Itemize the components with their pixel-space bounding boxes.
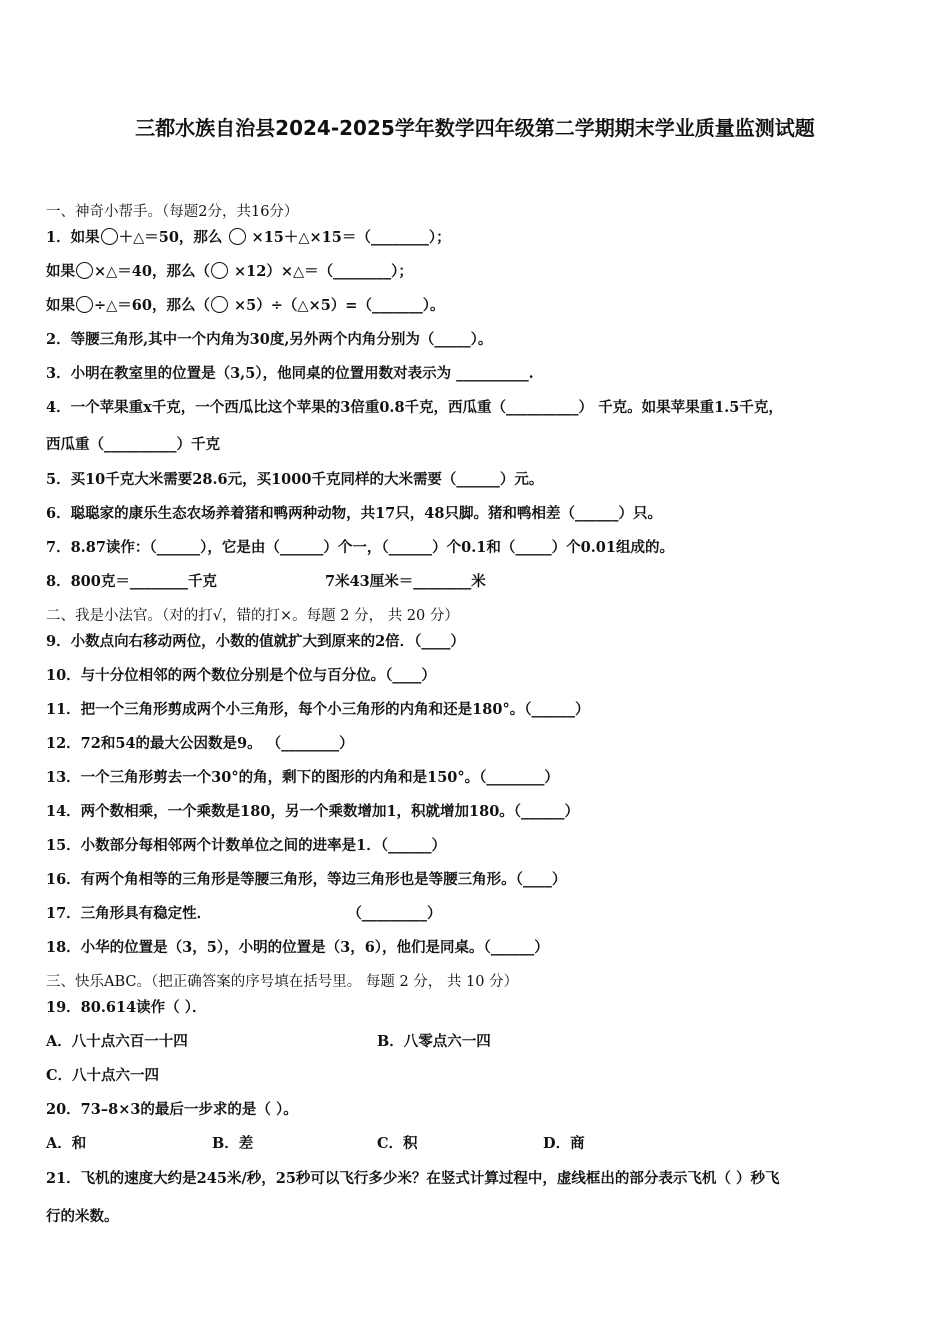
question-1c [46, 296, 444, 316]
question-14: 14．两个数相乘，一个乘数是180，另一个乘数增加1，积就增加180。（______） [46, 803, 580, 820]
question-19-option-a: A．八十点六百一十四 [46, 1033, 188, 1050]
question-3: 3．小明在教室里的位置是（3,5），他同桌的位置用数对表示为 __________. [46, 365, 534, 382]
question-1a-part2: ＋△＝50，那么 [118, 229, 223, 246]
section-2-heading: 二、我是小法官。（对的打√，错的打×。每题 2 分， 共 20 分） [46, 608, 459, 624]
question-17-part2: （_________） [347, 905, 442, 922]
question-11: 11．把一个三角形剪成两个小三角形，每个小三角形的内角和还是180°。（______） [46, 701, 590, 718]
question-20-option-d: D．商 [543, 1135, 585, 1152]
question-20-option-a: A．和 [46, 1135, 87, 1152]
circle-icon [211, 296, 228, 313]
question-21-line2: 行的米数。 [46, 1208, 119, 1225]
question-19-option-b: B．八零点六一四 [377, 1033, 491, 1050]
question-10: 10．与十分位相邻的两个数位分别是个位与百分位。（____） [46, 667, 436, 684]
question-1a-part3: ×15＋△×15＝（________）； [246, 229, 451, 246]
circle-icon [76, 262, 93, 279]
question-8-part2: 7米43厘米＝________米 [324, 573, 486, 590]
question-1c-part2: ÷△＝60，那么（ [94, 297, 210, 314]
question-6: 6．聪聪家的康乐生态农场养着猪和鸭两种动物，共17只，48只脚。猪和鸭相差（______）只。 [46, 505, 662, 522]
question-21-line1: 21．飞机的速度大约是245米/秒，25秒可以飞行多少米？在竖式计算过程中，虚线框出的部分表示飞机（ ）秒飞 [46, 1170, 780, 1187]
question-20-option-c: C．积 [377, 1135, 418, 1152]
page-title: 三都水族自治县2024-2025学年数学四年级第二学期期末学业质量监测试题 [135, 116, 815, 140]
question-4-line2: 西瓜重（__________）千克 [46, 436, 220, 453]
question-9: 9．小数点向右移动两位，小数的值就扩大到原来的2倍．（____） [46, 633, 465, 650]
question-1a-part1: 1．如果 [46, 229, 100, 246]
question-1b-part2: ×△＝40，那么（ [94, 263, 210, 280]
circle-icon [101, 228, 118, 245]
question-13: 13．一个三角形剪去一个30°的角，剩下的图形的内角和是150°。（________） [46, 769, 559, 786]
question-20-option-b: B．差 [212, 1135, 254, 1152]
question-1b-part3: ×12）×△＝（________）； [228, 263, 413, 280]
question-4-line1: 4．一个苹果重x千克，一个西瓜比这个苹果的3倍重0.8千克，西瓜重（__________） 千克。如果苹果重1.5千克， [46, 399, 783, 416]
question-19-option-c: C．八十点六一四 [46, 1067, 160, 1084]
question-1a [46, 228, 451, 248]
question-1c-part3: ×5）÷（△×5）=（_______）。 [228, 297, 445, 314]
circle-icon [76, 296, 93, 313]
question-20: 20．73–8×3的最后一步求的是（ ）。 [46, 1101, 298, 1118]
question-1c-part1: 如果 [46, 297, 75, 314]
question-17-part1: 17．三角形具有稳定性． [46, 905, 212, 922]
question-19: 19．80.614读作（ ）． [46, 999, 207, 1016]
question-8 [46, 572, 486, 592]
section-1-heading: 一、神奇小帮手。（每题2分，共16分） [46, 204, 299, 220]
question-16: 16．有两个角相等的三角形是等腰三角形，等边三角形也是等腰三角形。（____） [46, 871, 567, 888]
question-7: 7．8.87读作：（______），它是由（______）个一，（______）个0.1和（_____）个0.01组成的。 [46, 539, 674, 556]
question-12: 12．72和54的最大公因数是9。 （________） [46, 735, 354, 752]
question-1b [46, 262, 413, 282]
question-8-part1: 8．800克＝________千克 [46, 573, 217, 590]
question-17 [46, 904, 442, 924]
question-18: 18．小华的位置是（3，5），小明的位置是（3，6），他们是同桌。（______） [46, 939, 549, 956]
section-3-heading: 三、快乐ABC。（把正确答案的序号填在括号里。 每题 2 分， 共 10 分） [46, 974, 519, 990]
circle-icon [211, 262, 228, 279]
question-1b-part1: 如果 [46, 263, 75, 280]
question-15: 15．小数部分每相邻两个计数单位之间的进率是1．（______） [46, 837, 447, 854]
circle-icon [229, 228, 246, 245]
question-2: 2．等腰三角形,其中一个内角为30度,另外两个内角分别为（_____）。 [46, 331, 493, 348]
question-5: 5．买10千克大米需要28.6元，买1000千克同样的大米需要（______）元。 [46, 471, 544, 488]
